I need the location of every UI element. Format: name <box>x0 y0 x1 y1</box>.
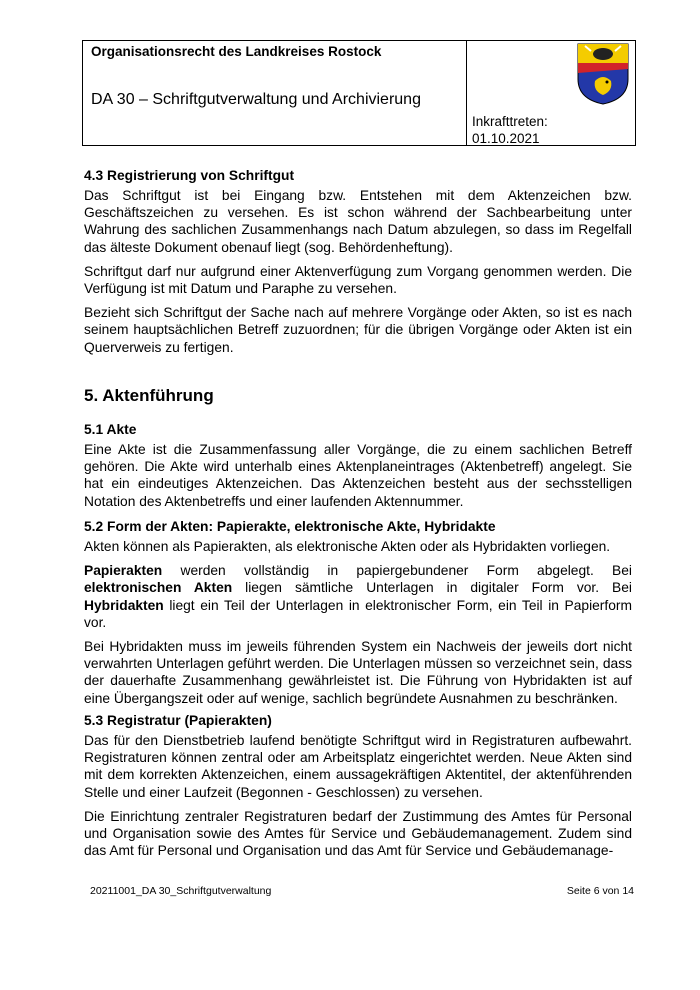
bold-term: Hybridakten <box>84 597 164 613</box>
heading-5-2: 5.2 Form der Akten: Papierakte, elektronische Akte, Hybridakte <box>84 519 496 534</box>
paragraph: Bei Hybridakten muss im jeweils führenden System ein Nachweis der jeweils dort nicht verwahrten Unterlagen geführt werden. Die Unterlagen müssen so verzeichnet sein, dass der dauerhafte Zusammenhang gewährleistet ist. Die Führung von Hybridakten ist auf eine Übergangszeit oder auf wenige, sachlich begründete Ausnahmen zu beschränken. <box>84 639 632 706</box>
section-5-2-body <box>84 538 632 707</box>
text-run: liegt ein Teil der Unterlagen in elektronischer Form, ein Teil in Papierform vor. <box>84 597 632 630</box>
heading-4-3: 4.3 Registrierung von Schriftgut <box>84 168 295 183</box>
effective-date: 01.10.2021 <box>472 131 540 146</box>
heading-5-1: 5.1 Akte <box>84 422 137 437</box>
paragraph: Akten können als Papierakten, als elektronische Akten oder als Hybridakten vorliegen. <box>84 539 611 554</box>
bold-term: elektronischen Akten <box>84 580 233 596</box>
header-divider <box>466 41 467 145</box>
bold-term: Papierakten <box>84 563 163 579</box>
section-5-3-body <box>84 732 632 859</box>
coat-of-arms-icon <box>577 43 629 105</box>
document-header <box>82 40 636 146</box>
paragraph: Die Einrichtung zentraler Registraturen bedarf der Zustimmung des Amtes für Personal und Organisation sowie des Amtes für Service und Gebäudemanagement. Zudem sind das Amt für Personal und Organisation und das Amt für Service und Gebäudemanage- <box>84 808 632 859</box>
text-run: liegen sämtliche Unterlagen in digitaler Form vor. Bei <box>232 580 632 596</box>
footer-file-name: 20211001_DA 30_Schriftgutverwaltung <box>90 885 272 897</box>
paragraph: Schriftgut darf nur aufgrund einer Aktenverfügung zum Vorgang genommen werden. Die Verfügung ist mit Datum und Paraphe zu versehen. <box>84 263 632 297</box>
document-title: DA 30 – Schriftgutverwaltung und Archivierung <box>91 91 421 108</box>
text-run: werden vollständig in papiergebundener Form abgelegt. Bei <box>162 563 632 579</box>
effective-date-block <box>472 113 548 147</box>
footer-page-number: Seite 6 von 14 <box>566 885 634 897</box>
paragraph: Das Schriftgut ist bei Eingang bzw. Entstehen mit dem Aktenzeichen bzw. Geschäftszeichen zu versehen. Es ist schon während der Sachbearbeitung unter Wahrung des sachlichen Zusammenhangs nach Datum abzulegen, so dass im Regelfall das älteste Dokument obenauf liegt (sog. Behördenheftung). <box>84 188 632 255</box>
section-4-3-body <box>84 187 632 356</box>
paragraph <box>84 562 632 631</box>
paragraph: Bezieht sich Schriftgut der Sache nach auf mehrere Vorgänge oder Akten, so ist es nach seinem hauptsächlichen Betreff zuzuordnen; für die übrigen Vorgänge oder Akten ist ein Querverweis zu fertigen. <box>84 305 632 355</box>
heading-5-3: 5.3 Registratur (Papierakten) <box>84 713 272 728</box>
effective-label: Inkrafttreten: <box>472 114 548 129</box>
section-5-1-body <box>84 441 632 510</box>
paragraph: Eine Akte ist die Zusammenfassung aller Vorgänge, die zu einem sachlichen Betreff gehören. Die Akte wird unterhalb eines Aktenplaneintrages (Aktenbetreff) angelegt. Sie hat ein eindeutiges Aktenzeichen. Das Aktenzeichen besteht aus der sechsstelligen Notation des Aktenbetreffs und einer laufenden Aktennummer. <box>84 442 632 509</box>
paragraph: Das für den Dienstbetrieb laufend benötigte Schriftgut wird in Registraturen aufbewahrt. Registraturen können zentral oder am Arbeitsplatz eingerichtet werden. Neue Akten sind mit dem korrekten Aktenzeichen, einem aussagekräftigen Aktentitel, der aktenführenden Stelle und einer Laufzeit (Begonnen - Geschlossen) zu versehen. <box>84 733 632 800</box>
organization-title: Organisationsrecht des Landkreises Rostock <box>91 44 382 59</box>
heading-5: 5. Aktenführung <box>84 386 214 405</box>
